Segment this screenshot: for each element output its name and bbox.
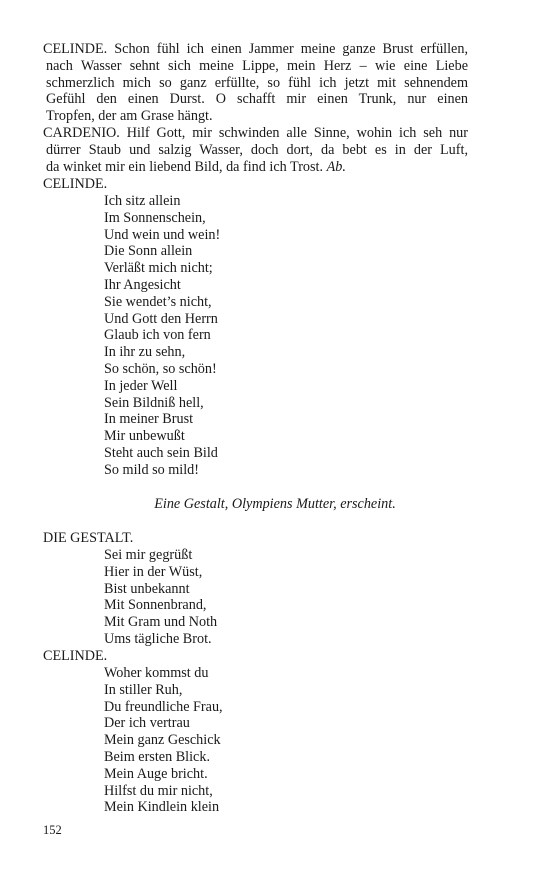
verse-line: Steht auch sein Bild — [104, 444, 218, 461]
verse-line: Mein Kindlein klein — [104, 799, 220, 816]
verse-line: Bist unbekannt — [104, 580, 190, 597]
verse-line: Hier in der Wüst, — [104, 563, 203, 580]
verse-line: Mir unbewußt — [104, 428, 185, 445]
verse-line: Mein Auge bricht. — [104, 765, 208, 782]
prose-line: CELINDE. Schon fühl ich einen Jammer meine ganze Brust erfüllen, — [43, 41, 468, 57]
verse-line: Sie wendet’s nicht, — [104, 293, 212, 310]
verse-line: Ihr Angesicht — [104, 276, 181, 293]
verse-line: Ums tägliche Brot. — [104, 630, 212, 647]
prose-line: dürrer Staub und salzig Wasser, doch dort, da bebt es in der Luft, — [46, 141, 468, 158]
verse-line: Die Sonn allein — [104, 243, 193, 260]
prose-line: nach Wasser sehnt sich meine Lippe, mein Herz – wie eine Liebe — [46, 57, 468, 74]
verse-line: Und Gott den Herrn — [104, 310, 218, 327]
verse-line: Mit Gram und Noth — [104, 614, 218, 631]
verse-line: In jeder Well — [104, 377, 178, 394]
speaker-label: DIE GESTALT. — [43, 530, 134, 546]
verse-line: Im Sonnenschein, — [104, 209, 206, 226]
verse-line: Hilfst du mir nicht, — [104, 782, 213, 799]
stage-exit: Ab. — [326, 158, 346, 175]
verse-line: Ich sitz allein — [104, 193, 181, 209]
speaker-label: CELINDE. — [43, 176, 108, 192]
verse-line: Und wein und wein! — [104, 226, 221, 243]
speaker-gestalt — [43, 530, 468, 547]
speaker-celinde — [43, 176, 468, 193]
verse-celinde-2 — [104, 665, 223, 816]
verse-gestalt — [104, 547, 217, 648]
speaker-label: CELINDE. — [43, 648, 108, 664]
prose-line: CARDENIO. Hilf Gott, mir schwinden alle Sinne, wohin ich seh nur — [43, 125, 468, 141]
verse-line: Woher kommst du — [104, 665, 209, 681]
speaker-celinde-2 — [43, 648, 468, 665]
verse-line: Du freundliche Frau, — [104, 698, 223, 715]
page-number: 152 — [43, 823, 62, 837]
prose-line: Tropfen, der am Grase hängt. — [46, 108, 213, 125]
verse-celinde-1 — [104, 193, 220, 479]
verse-line: In meiner Brust — [104, 411, 194, 428]
stage-direction: Eine Gestalt, Olympiens Mutter, erscheint. — [154, 496, 396, 512]
verse-line: Verläßt mich nicht; — [104, 260, 213, 277]
verse-line: Beim ersten Blick. — [104, 748, 210, 765]
verse-line: Mit Sonnenbrand, — [104, 597, 207, 614]
verse-line: Glaub ich von fern — [104, 327, 211, 344]
verse-line: Mein ganz Geschick — [104, 732, 221, 749]
verse-line: So schön, so schön! — [104, 360, 217, 377]
prose-line — [43, 159, 468, 176]
prose-line: Gefühl den einen Durst. O schafft mir einen Trunk, nur einen — [46, 91, 468, 108]
verse-line: Der ich vertrau — [104, 715, 190, 732]
verse-line: In ihr zu sehn, — [104, 344, 186, 361]
speech-celinde-1 — [43, 41, 468, 125]
prose-text: da winket mir ein liebend Bild, da find ich Trost. — [46, 158, 324, 175]
verse-line: In stiller Ruh, — [104, 681, 183, 698]
prose-line: schmerzlich mich so ganz erfüllte, so fühl ich jetzt mit sehnendem — [46, 74, 468, 91]
verse-line: Sei mir gegrüßt — [104, 547, 193, 563]
verse-line: Sein Bildniß hell, — [104, 394, 204, 411]
verse-line: So mild so mild! — [104, 461, 199, 478]
speech-cardenio — [43, 125, 468, 175]
